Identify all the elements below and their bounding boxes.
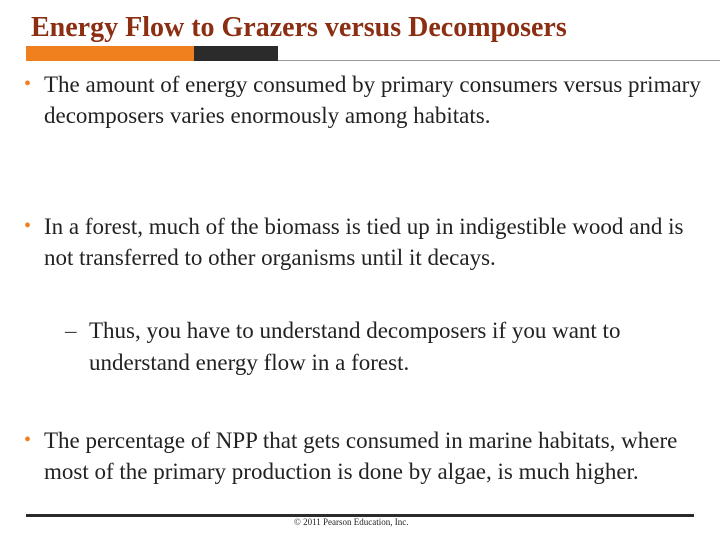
bullet-text: The amount of energy consumed by primary consumers versus primary decomposers varies enormously among habitats. xyxy=(44,72,701,128)
sub-bullet-item-1 xyxy=(65,315,705,379)
title-accent-bar-dark xyxy=(194,46,278,61)
bullet-text: In a forest, much of the biomass is tied up in indigestible wood and is not transferred to other organisms until it decays. xyxy=(44,214,684,270)
bullet-icon: • xyxy=(24,73,32,95)
bullet-item-3 xyxy=(24,425,704,487)
bullet-text: The percentage of NPP that gets consumed in marine habitats, where most of the primary production is done by algae, is much higher. xyxy=(44,428,678,484)
bullet-item-1 xyxy=(24,69,704,131)
bullet-icon: • xyxy=(24,429,32,451)
dash-icon: – xyxy=(65,318,77,343)
slide-title: Energy Flow to Grazers versus Decomposers xyxy=(31,12,567,43)
bullet-icon: • xyxy=(24,215,32,237)
title-accent-bar-orange xyxy=(26,46,194,61)
sub-bullet-text: Thus, you have to understand decomposers if you want to understand energy flow in a forest. xyxy=(89,318,621,375)
title-divider-line xyxy=(278,60,720,61)
bullet-item-2 xyxy=(24,211,704,273)
copyright-notice: © 2011 Pearson Education, Inc. xyxy=(294,517,409,527)
